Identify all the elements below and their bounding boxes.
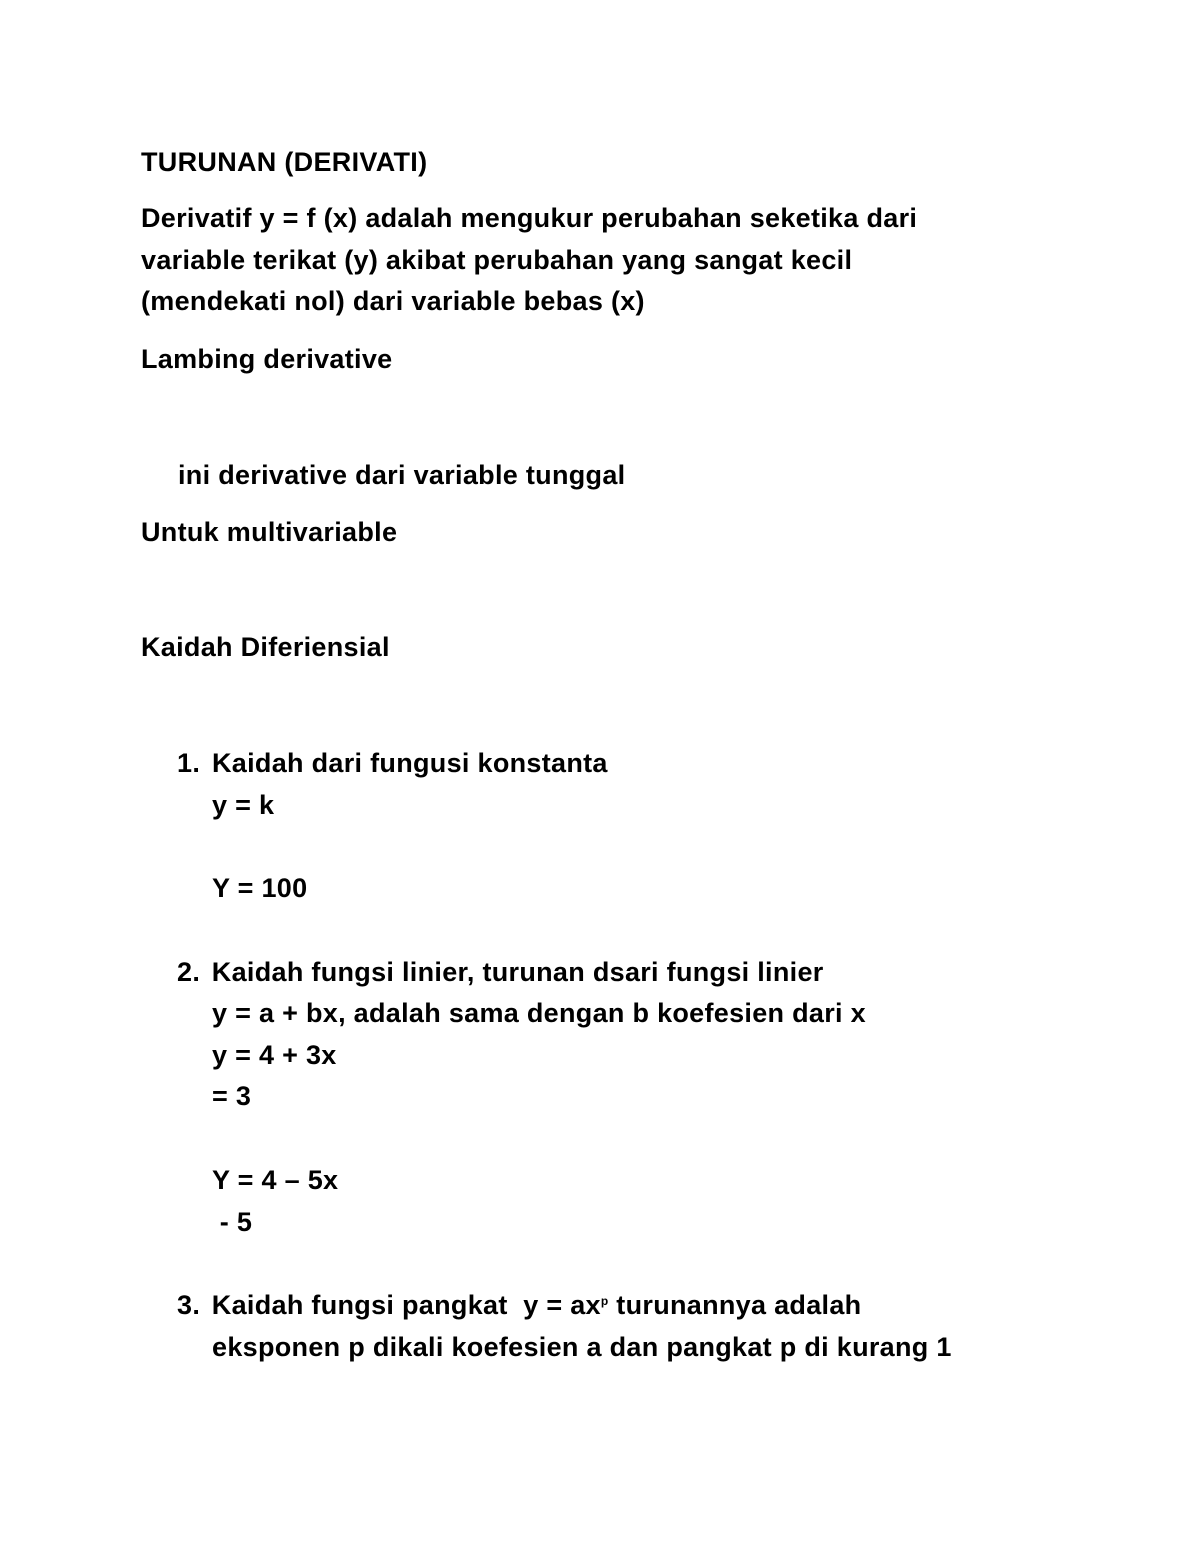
rule-2-line-1: y = a + bx, adalah sama dengan b koefesien dari x [212,998,866,1028]
intro-line-3: (mendekati nol) dari variable bebas (x) [141,286,645,316]
kaidah-diferensial-heading: Kaidah Diferiensial [141,632,390,662]
rule-3-heading-text: Kaidah fungsi pangkat y = ax [204,1290,601,1320]
rule-3-line-1: eksponen p dikali koefesien a dan pangkat p di kurang 1 [212,1332,952,1362]
rule-2-number: 2. [177,957,201,987]
rule-2-line-5: - 5 [212,1207,253,1237]
lambing-derivative-label: Lambing derivative [141,344,393,374]
intro-line-1: Derivatif y = f (x) adalah mengukur perubahan seketika dari [141,203,918,233]
rule-1-line-2: Y = 100 [212,873,308,903]
rule-2-line-3: = 3 [212,1081,252,1111]
rule-3-number: 3. [177,1290,201,1320]
rule-2-heading: Kaidah fungsi linier, turunan dsari fungsi linier [204,957,824,987]
rule-3-heading [204,1288,861,1322]
single-variable-note: ini derivative dari variable tunggal [178,460,626,490]
rule-1-heading: Kaidah dari fungusi konstanta [212,748,608,778]
intro-line-2: variable terikat (y) akibat perubahan yang sangat kecil [141,245,853,275]
rule-1-number: 1. [177,748,201,778]
multivariable-label: Untuk multivariable [141,517,398,547]
document-title: TURUNAN (DERIVATI) [141,147,428,177]
rule-3-exponent: p [600,1294,609,1308]
rule-2-line-2: y = 4 + 3x [212,1040,337,1070]
rule-3-heading-tail: turunannya adalah [608,1290,862,1320]
rule-2-line-4: Y = 4 – 5x [212,1165,339,1195]
rule-1-line-1: y = k [212,790,275,820]
